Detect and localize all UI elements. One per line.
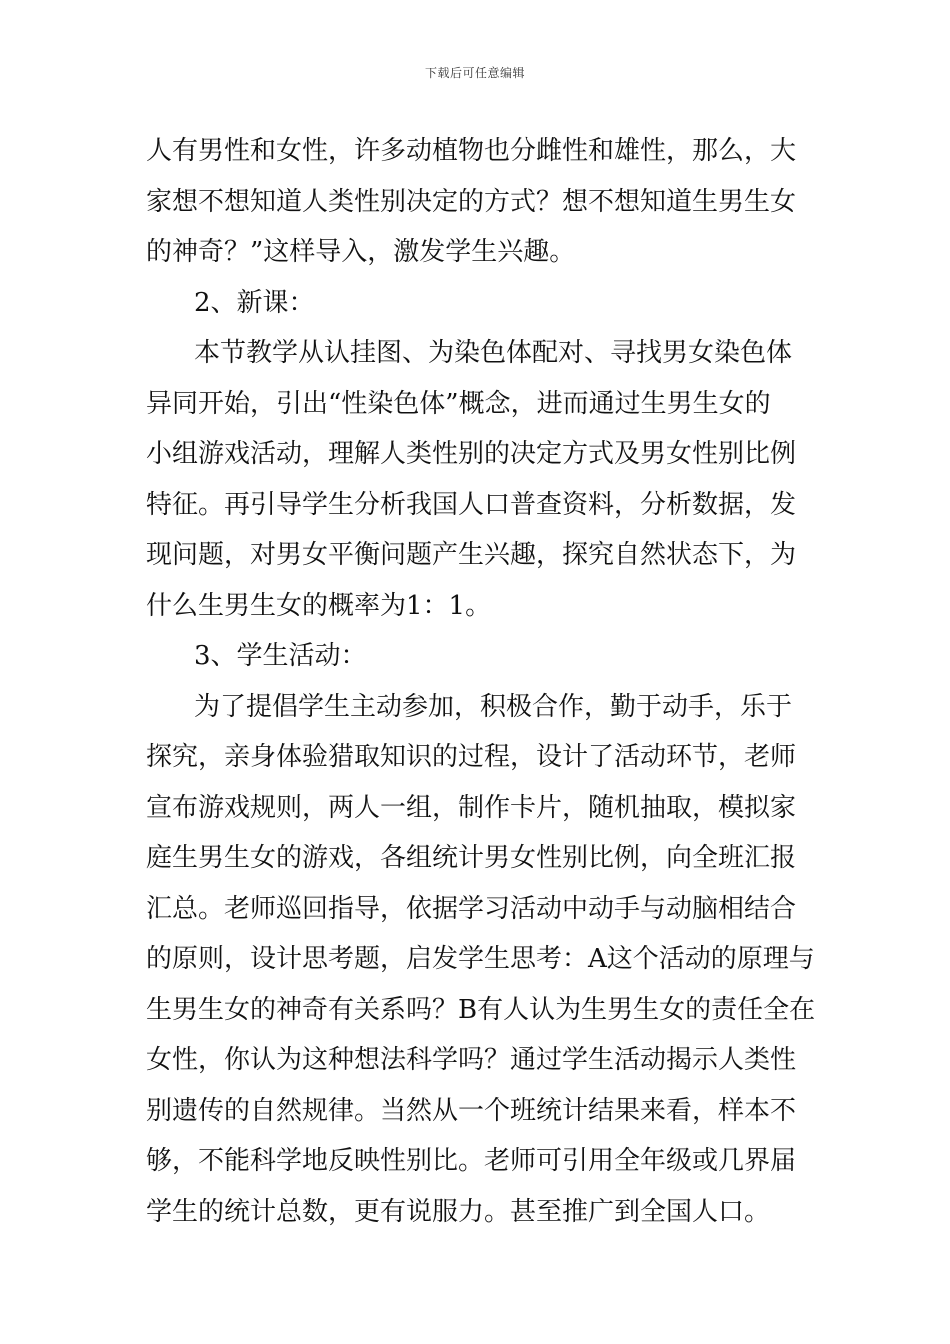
- text-line: 学生的统计总数，更有说服力。甚至推广到全国人口。: [146, 1196, 771, 1227]
- text-line: 宣布游戏规则，两人一组，制作卡片，随机抽取，模拟家: [146, 792, 797, 823]
- text-line: 什么生男生女的概率为1：1。: [146, 590, 492, 621]
- text-line: 异同开始，引出“性染色体”概念，进而通过生男生女的: [146, 388, 771, 419]
- section-heading-student-activity: 3、学生活动：: [194, 641, 367, 671]
- text-line: 的神奇？”这样导入，激发学生兴趣。: [146, 237, 576, 267]
- section-heading-new-lesson: 2、新课：: [194, 287, 315, 318]
- text-line: 小组游戏活动，理解人类性别的决定方式及男女性别比例: [146, 439, 797, 469]
- text-line: 人有男性和女性，许多动植物也分雌性和雄性，那么，大: [146, 136, 797, 166]
- text-line: 为了提倡学生主动参加，积极合作，勤于动手，乐于: [194, 691, 793, 722]
- text-line: 女性，你认为这种想法科学吗？通过学生活动揭示人类性: [146, 1045, 797, 1075]
- text-line: 现问题，对男女平衡问题产生兴趣，探究自然状态下，为: [146, 540, 797, 570]
- text-line: 庭生男生女的游戏，各组统计男女性别比例，向全班汇报: [146, 843, 797, 873]
- text-line: 汇总。老师巡回指导，依据学习活动中动手与动脑相结合: [146, 893, 797, 924]
- page-header: 下载后可任意编辑: [424, 66, 525, 80]
- text-line: 探究，亲身体验猎取知识的过程，设计了活动环节，老师: [146, 742, 797, 772]
- text-line: 别遗传的自然规律。当然从一个班统计结果来看，样本不: [146, 1095, 797, 1126]
- text-line: 特征。再引导学生分析我国人口普查资料，分析数据，发: [146, 489, 797, 520]
- text-line: 生男生女的神奇有关系吗？B有人认为生男生女的责任全在: [146, 994, 816, 1025]
- text-line: 够，不能科学地反映性别比。老师可引用全年级或几界届: [146, 1146, 797, 1176]
- document-body: [146, 126, 816, 1237]
- text-line: 本节教学从认挂图、为染色体配对、寻找男女染色体: [194, 338, 793, 368]
- text-line: 家想不想知道人类性别决定的方式？想不想知道生男生女: [146, 186, 797, 217]
- text-line: 的原则，设计思考题，启发学生思考：A这个活动的原理与: [146, 944, 815, 974]
